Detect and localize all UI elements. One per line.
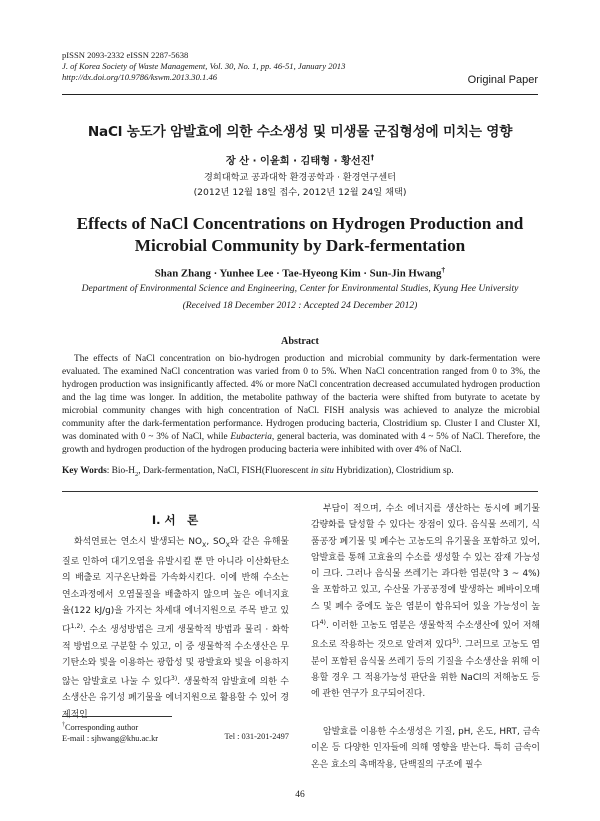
- footnote-label-text: Corresponding author: [64, 722, 139, 732]
- korean-title: NaCl 농도가 암발효에 의한 수소생성 및 미생물 군집형성에 미치는 영향: [87, 124, 513, 140]
- abstract-text-b: , general bacteria, was dominated with 4 ~ 5% of NaCl. Therefore, the growth and hydrogen production of the hydrogen producing bacteria were inhibited with over 4% of NaCl.: [62, 431, 540, 455]
- body-right-paragraph-2: 암발효를 이용한 수소생성은 기질, pH, 온도, HRT, 금속이온 등 다양한 인자들에 의해 영향을 받는다. 특히 금속이온은 효소의 촉매작용, 단백질의 구조에 필수: [311, 727, 540, 770]
- korean-affiliation: 경희대학교 공과대학 환경공학과 · 환경연구센터: [203, 172, 397, 183]
- footnote-email: E-mail : sjhwang@khu.ac.kr: [62, 734, 159, 744]
- journal-header: [62, 50, 345, 84]
- keywords: [62, 465, 540, 482]
- korean-author-names: 장 산 · 이윤희 · 김태형 · 황선진: [225, 156, 371, 167]
- body-left-text-b: , SO: [206, 537, 226, 547]
- keywords-text-a: : Bio-H: [106, 466, 136, 476]
- footnote-tel: Tel : 031-201-2497: [224, 732, 289, 742]
- journal-citation: J. of Korea Society of Waste Management, Vol. 30, No. 1, pp. 46-51, January 2013: [62, 61, 346, 72]
- english-dates: (Received 18 December 2012 : Accepted 24 December 2012): [182, 300, 418, 311]
- keywords-text-c: Hybridization), Clostridium sp.: [333, 466, 454, 476]
- body-right-text-a: 부담이 적으며, 수소 에너지를 생산하는 동시에 폐기물 감량화를 달성할 수 있다는 장점이 있다. 음식물 쓰레기, 식품공장 폐기물 및 폐수는 고농도의 유기물을 포함하고 있어, 암발효를 통해 고효율의 수소를 생성할 수 있는 잠재 가능성이 크다. 그러나 음식물 쓰레기는 과다한 염분(약 3 ~ 4%)을 포함하고 있고, 수산물 가공공정에 발생하는 폐바이오매스 및 폐수 중에도 높은 염분이 함유되어 있을 가능성이 높다: [311, 504, 540, 632]
- page-number: 46: [295, 790, 305, 800]
- english-author-mark: †: [441, 265, 446, 274]
- body-right-text-b: . 이러한 고농도 염분은 생물학적 수소생산에 있어 저해요소로 작용하는 것으로 알려져 있다: [311, 621, 540, 651]
- body-right-column: [311, 501, 540, 703]
- english-affiliation: Department of Environmental Science and Engineering, Center for Environmental Studies, Kyung Hee University: [81, 283, 519, 294]
- english-authors: [0, 265, 600, 280]
- section-heading: I. 서 론: [151, 513, 199, 527]
- korean-author-mark: †: [370, 152, 375, 162]
- body-left-text-d: . 수소 생성방법은 크게 생물학적 방법과 물리 · 화학적 방법으로 구분할 수 있고, 이 중 생물학적 수소생산은 무기탄소와 빛을 이용하는 광합성 및 광발효와 빛을 이용하지 않는 암발효로 나눌 수 있다: [62, 625, 289, 688]
- footnote-mark: †: [62, 722, 65, 728]
- korean-authors: [0, 152, 600, 167]
- body-right-text-c: . 그러므로 고농도 염분이 포함된 음식물 쓰레기 등의 기질을 수소생산을 위해 이용할 경우 그 적용가능성 판단을 위한 NaCl의 저해농도 등에 관한 연구가 요구되어진다.: [311, 640, 540, 700]
- abstract-italic-term: Eubacteria: [230, 431, 272, 442]
- body-left-sub-1: X: [202, 541, 207, 549]
- abstract-heading: Abstract: [281, 336, 319, 347]
- abstract-text-a: The effects of NaCl concentration on bio-hydrogen production and microbial community by dark-fermentation were evaluated. The examined NaCl concentration was varied from 0 to 5%. When NaCl concentration ranged from 0 to 3%, the hydrogen production was insignificantly affected. 4% or more NaCl concentration decreased accumulated hydrogen production and the lag time was longer. In addition, the metabolite pathway of the bacteria were shifted from butyrate to acetate by microbial community changes with high concentration of NaCl. FISH analysis was achieved to analyze the microbial community after the dark-fermentation performance. Hydrogen producing bacteria, Clostridium sp. Cluster I and Cluster XI, was dominated with 0 ~ 3% of NaCl, while: [62, 354, 540, 442]
- abstract-rule: [62, 491, 538, 492]
- footnote: [62, 720, 289, 745]
- abstract-body: [62, 353, 540, 457]
- citation-ref: 1,2): [70, 623, 83, 631]
- korean-dates: (2012년 12월 18일 접수, 2012년 12월 24일 채택): [193, 187, 407, 198]
- body-left-text-a: 화석연료는 연소시 발생되는 NO: [74, 537, 203, 547]
- citation-ref: 3): [170, 675, 178, 683]
- english-title: Effects of NaCl Concentrations on Hydrogen Production and Microbial Community by Dark-fermentation: [76, 214, 524, 255]
- keywords-label: Key Words: [62, 466, 107, 476]
- doi-link[interactable]: http://dx.doi.org/10.9786/kswm.2013.30.1.46: [62, 72, 218, 83]
- citation-ref: 5): [452, 638, 459, 646]
- paper-type-label: Original Paper: [467, 74, 538, 86]
- issn-line: pISSN 2093-2332 eISSN 2287-5638: [62, 50, 189, 60]
- header-rule: [62, 94, 538, 95]
- keywords-sub: 2: [135, 470, 139, 478]
- citation-ref: 4): [319, 619, 326, 627]
- footnote-rule: [62, 716, 172, 717]
- body-left-text-c: 와 같은 유해물질로 인하여 대기오염을 유발시킬 뿐 만 아니라 이산화탄소의 배출로 지구온난화를 가속화시킨다. 이에 반해 수소는 연소과정에서 오염물질을 배출하지 않으며 높은 에너지효율(122 kJ/g)을 가지는 차세대 에너지원으로 주목 받고 있다: [62, 537, 290, 636]
- body-left-column: [62, 534, 289, 723]
- english-author-names: Shan Zhang · Yunhee Lee · Tae-Hyeong Kim · Sun-Jin Hwang: [154, 267, 442, 280]
- body-left-text-e: . 생물학적 암발효에 의한 수소생산은 유기성 폐기물을 에너지원으로 활용할 수 있어 경제적인: [62, 677, 289, 720]
- keywords-italic: in situ: [310, 466, 334, 476]
- keywords-text-b: , Dark-fermentation, NaCl, FISH(Fluorescent: [138, 466, 311, 476]
- body-left-sub-2: X: [225, 541, 230, 549]
